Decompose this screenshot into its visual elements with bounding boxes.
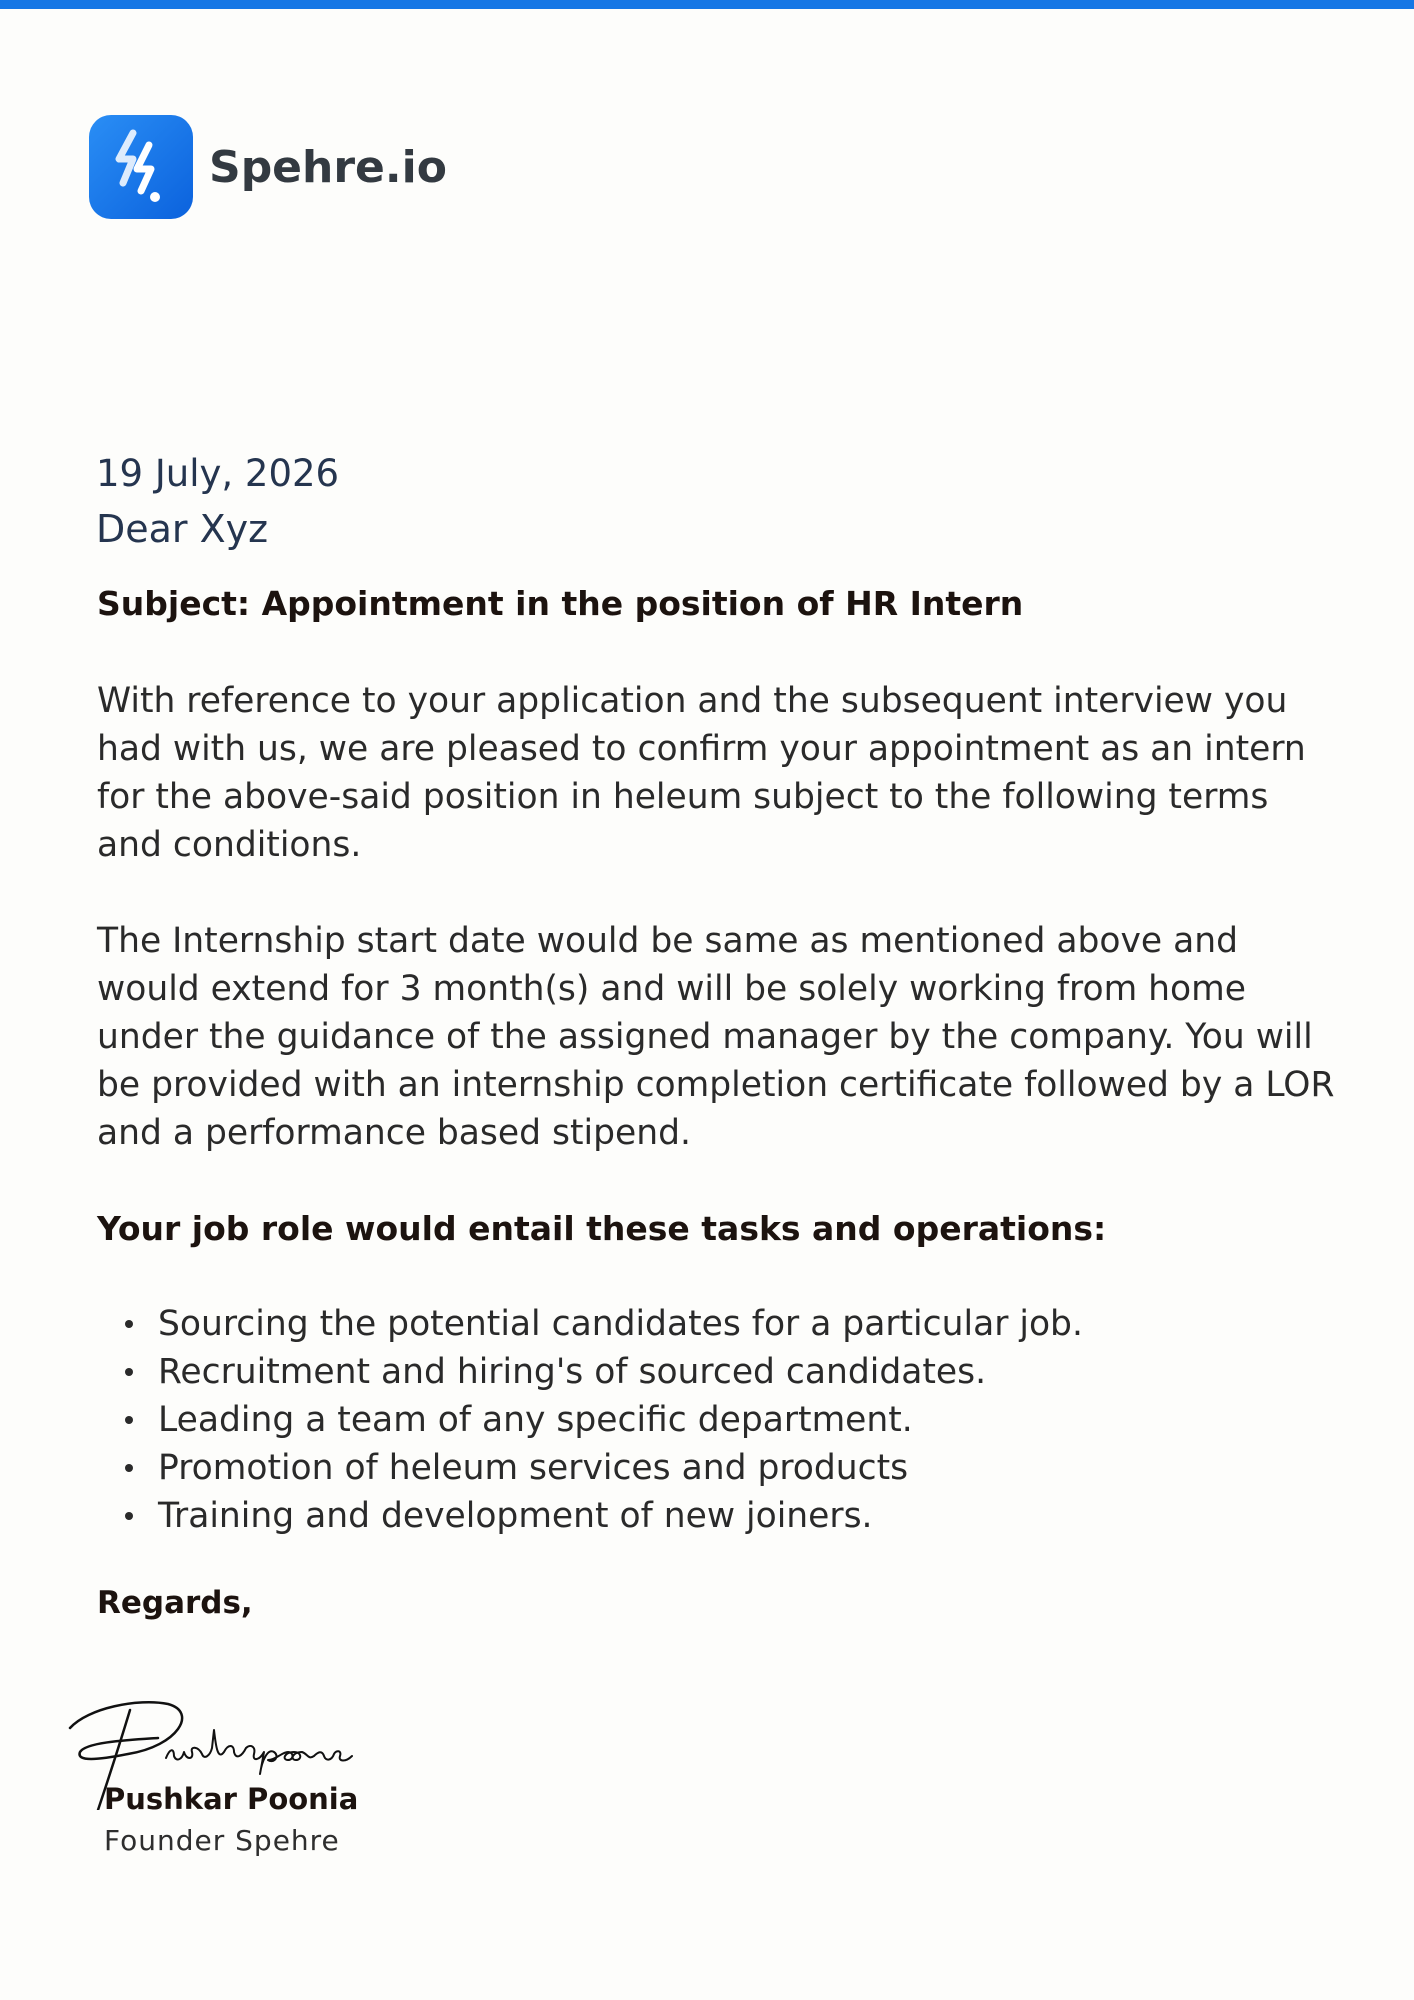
greeting: Dear Xyz (96, 507, 269, 551)
signer-title: Founder Spehre (104, 1824, 340, 1857)
terms-paragraph: The Internship start date would be same as mentioned above and would extend for 3 month(s) and will be solely working from home under the guidance of the assigned manager by the company. You will be provided with an internship completion certificate followed by a LOR and a performance based stipend. (97, 921, 1335, 1153)
tasks-heading: Your job role would entail these tasks and operations: (97, 1209, 1107, 1248)
brand-logo (89, 115, 447, 219)
subject-line: Subject: Appointment in the position of HR Intern (97, 584, 1024, 623)
lightning-bolt-icon (89, 115, 193, 219)
list-item: Recruitment and hiring's of sourced candidates. (97, 1348, 1083, 1396)
intro-paragraph: With reference to your application and the subsequent interview you had with us, we are pleased to confirm your appointment as an intern for the above-said position in heleum subject to the following terms and conditions. (97, 681, 1306, 865)
closing: Regards, (97, 1585, 253, 1621)
letter-date: 19 July, 2026 (96, 452, 340, 495)
brand-name: Spehre.io (209, 141, 447, 193)
list-item: Leading a team of any specific department. (97, 1396, 1083, 1444)
task-list (97, 1300, 1083, 1540)
top-accent-bar (0, 0, 1414, 9)
signer-name: Pushkar Poonia (104, 1782, 359, 1816)
list-item: Sourcing the potential candidates for a particular job. (97, 1300, 1083, 1348)
list-item: Training and development of new joiners. (97, 1492, 1083, 1540)
list-item: Promotion of heleum services and products (97, 1444, 1083, 1492)
